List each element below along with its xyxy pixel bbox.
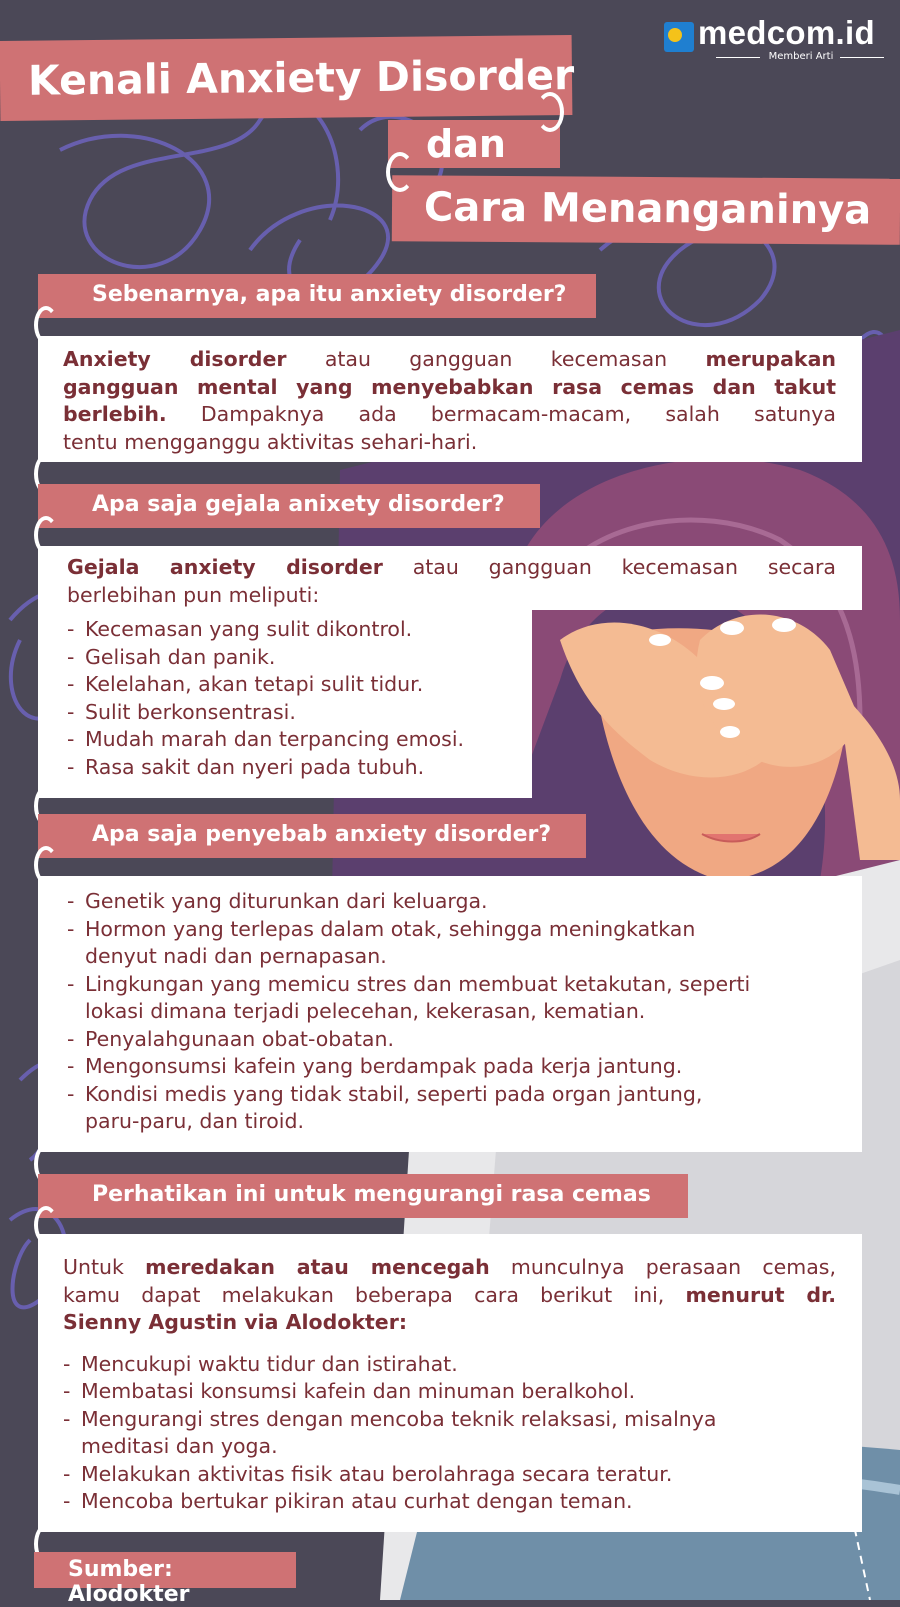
list-item-continued: lokasi dimana terjadi pelecehan, kekerasan, kematian. [85, 999, 646, 1023]
what-is-line-4: tentu mengganggu aktivitas sehari-hari. [63, 429, 478, 454]
source-label: Sumber: Alodokter [34, 1552, 296, 1588]
symptoms-intro-line-1: Gejala anxiety disorder atau gangguan kecemasan secara [67, 555, 836, 579]
list-item: - Sulit berkonsentrasi. [67, 699, 532, 727]
list-item-continued: paru-paru, dan tiroid. [85, 1109, 304, 1133]
list-item: - Rasa sakit dan nyeri pada tubuh. [67, 754, 532, 782]
list-item: - Mencoba bertukar pikiran atau curhat dengan teman. [63, 1488, 836, 1516]
list-item: - Penyalahgunaan obat-obatan. [67, 1026, 862, 1054]
list-item-continued: meditasi dan yoga. [81, 1434, 278, 1458]
list-item: - Gelisah dan panik. [67, 644, 532, 672]
list-item: - Mengurangi stres dengan mencoba teknik relaksasi, misalnya [63, 1406, 836, 1434]
list-item: - Hormon yang terlepas dalam otak, sehingga meningkatkan [67, 916, 862, 944]
list-item: - Lingkungan yang memicu stres dan membuat ketakutan, seperti [67, 971, 862, 999]
list-item: - Mengonsumsi kafein yang berdampak pada kerja jantung. [67, 1053, 862, 1081]
section-tips-heading: Perhatikan ini untuk mengurangi rasa cemas [38, 1174, 688, 1218]
title-line-1: Kenali Anxiety Disorder [0, 35, 572, 121]
tips-intro-line-1: Untuk meredakan atau mencegah munculnya perasaan cemas, [63, 1255, 836, 1279]
causes-list [38, 876, 862, 1152]
list-item: - Genetik yang diturunkan dari keluarga. [67, 888, 862, 916]
logo-name: medcom.id [698, 14, 875, 51]
tips-card [38, 1234, 862, 1532]
list-item: - Mudah marah dan terpancing emosi. [67, 726, 532, 754]
what-is-line-1: Anxiety disorder atau gangguan kecemasan merupakan [63, 347, 836, 371]
list-item: - Mencukupi waktu tidur dan istirahat. [63, 1351, 836, 1379]
symptoms-list [38, 608, 532, 798]
section-what-is-heading: Sebenarnya, apa itu anxiety disorder? [38, 274, 596, 318]
symptoms-intro-line-2: berlebihan pun meliputi: [67, 582, 320, 607]
tips-intro-line-2: kamu dapat melakukan beberapa cara berikut ini, menurut dr. [63, 1282, 836, 1307]
list-item: - Membatasi konsumsi kafein dan minuman beralkohol. [63, 1378, 836, 1406]
medcom-logo[interactable] [664, 14, 879, 66]
section-symptoms-heading: Apa saja gejala anixety disorder? [38, 484, 540, 528]
title-line-2: dan [388, 120, 560, 168]
medcom-logo-icon [664, 22, 694, 52]
what-is-line-2: gangguan mental yang menyebabkan rasa cemas dan takut [63, 374, 836, 399]
ring-binder-icon [536, 92, 564, 132]
ring-binder-icon [386, 152, 414, 192]
section-causes-heading: Apa saja penyebab anxiety disorder? [38, 814, 586, 858]
tips-intro-line-3: Sienny Agustin via Alodokter: [63, 1310, 408, 1334]
section-what-is-card [38, 336, 862, 462]
list-item: - Kecemasan yang sulit dikontrol. [67, 616, 532, 644]
section-symptoms-intro [38, 546, 862, 610]
title-line-3: Cara Menanganinya [392, 175, 900, 245]
list-item: - Melakukan aktivitas fisik atau berolahraga secara teratur. [63, 1461, 836, 1489]
list-item-continued: denyut nadi dan pernapasan. [85, 944, 387, 968]
list-item: - Kelelahan, akan tetapi sulit tidur. [67, 671, 532, 699]
list-item: - Kondisi medis yang tidak stabil, seperti pada organ jantung, [67, 1081, 862, 1109]
logo-tagline: Memberi Arti [722, 51, 880, 62]
what-is-line-3: berlebih. Dampaknya ada bermacam-macam, salah satunya [63, 402, 836, 426]
